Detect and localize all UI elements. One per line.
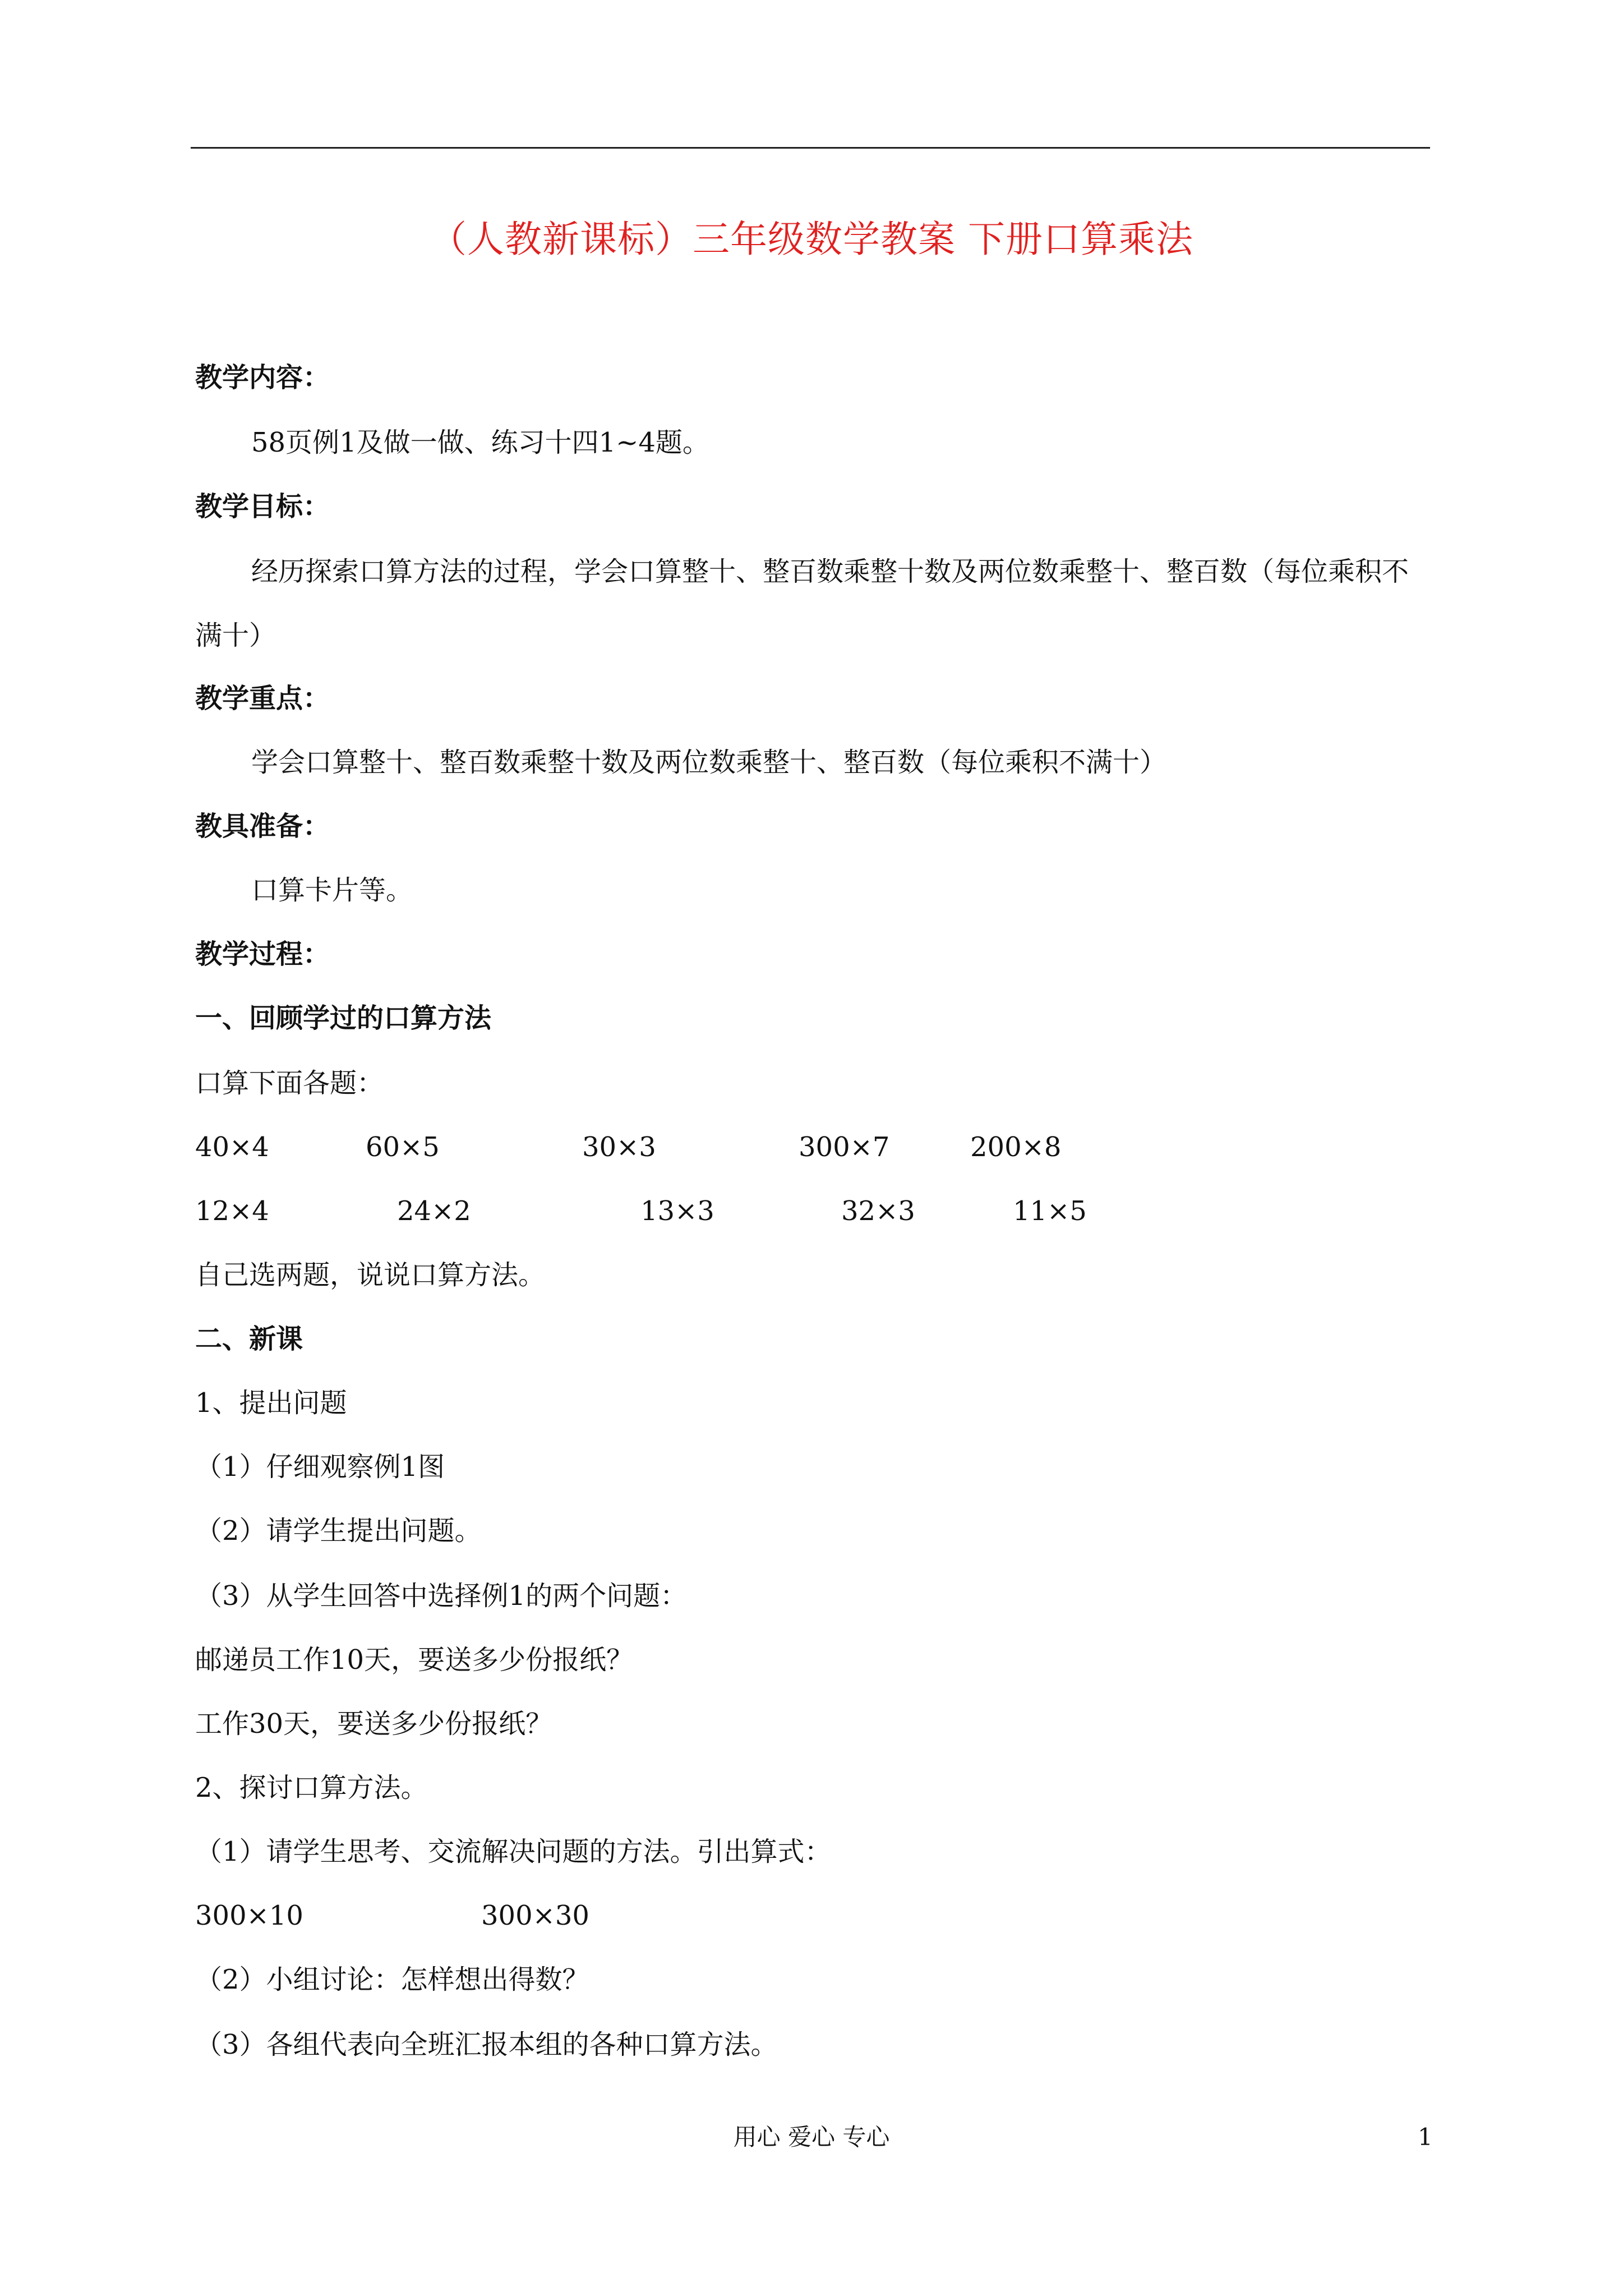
expression: 60×5	[366, 1131, 440, 1163]
part1-heading: 一、回顾学过的口算方法	[195, 1002, 492, 1034]
heading-teaching-key-point: 教学重点：	[195, 683, 330, 714]
expression: 300×7	[799, 1131, 890, 1163]
expression: 12×4	[195, 1195, 269, 1227]
expression: 24×2	[397, 1195, 471, 1227]
expression: 200×8	[970, 1131, 1062, 1163]
heading-teaching-goal: 教学目标：	[195, 491, 330, 522]
teaching-goal-text: 经历探索口算方法的过程，学会口算整十、整百数乘整十数及两位数乘整十、整百数（每位乘积不满十）	[195, 556, 1409, 651]
document-title: （人教新课标）三年级数学教案 下册口算乘法	[430, 218, 1193, 261]
part2-heading: 二、新课	[195, 1323, 303, 1355]
question-1: 邮递员工作10天，要送多少份报纸？	[195, 1644, 634, 1676]
page-footer: 用心 爱心 专心	[733, 2123, 890, 2151]
expression: 40×4	[195, 1131, 269, 1163]
expression: 32×3	[841, 1195, 915, 1227]
step2-heading: 2、探讨口算方法。	[195, 1772, 428, 1803]
part1-note: 自己选两题，说说口算方法。	[195, 1259, 546, 1291]
step1-item-1: （1）仔细观察例1图	[195, 1451, 445, 1483]
teaching-tools-text: 口算卡片等。	[251, 875, 413, 906]
step1-item-3: （3）从学生回答中选择例1的两个问题：	[195, 1580, 688, 1612]
page-number: 1	[1418, 2123, 1433, 2151]
heading-teaching-tools: 教具准备：	[195, 811, 330, 842]
formula: 300×30	[481, 1900, 589, 1931]
expression: 30×3	[582, 1131, 656, 1163]
expression: 11×5	[1013, 1195, 1087, 1227]
heading-teaching-content: 教学内容：	[195, 362, 330, 393]
step1-item-2: （2）请学生提出问题。	[195, 1515, 482, 1547]
formula: 300×10	[195, 1900, 303, 1931]
step1-heading: 1、提出问题	[195, 1387, 347, 1419]
part1-intro: 口算下面各题：	[195, 1068, 384, 1099]
teaching-key-point-text: 学会口算整十、整百数乘整十数及两位数乘整十、整百数（每位乘积不满十）	[251, 747, 1167, 778]
step2-item-3: （3）各组代表向全班汇报本组的各种口算方法。	[195, 2029, 778, 2060]
step2-item-1: （1）请学生思考、交流解决问题的方法。引出算式：	[195, 1836, 832, 1867]
teaching-content-text: 58页例1及做一做、练习十四1~4题。	[251, 427, 709, 458]
heading-teaching-process: 教学过程：	[195, 938, 330, 970]
header-rule	[191, 147, 1430, 149]
step2-item-2: （2）小组讨论：怎样想出得数？	[195, 1964, 589, 1995]
expression: 13×3	[640, 1195, 714, 1227]
question-2: 工作30天，要送多少份报纸？	[195, 1708, 553, 1740]
